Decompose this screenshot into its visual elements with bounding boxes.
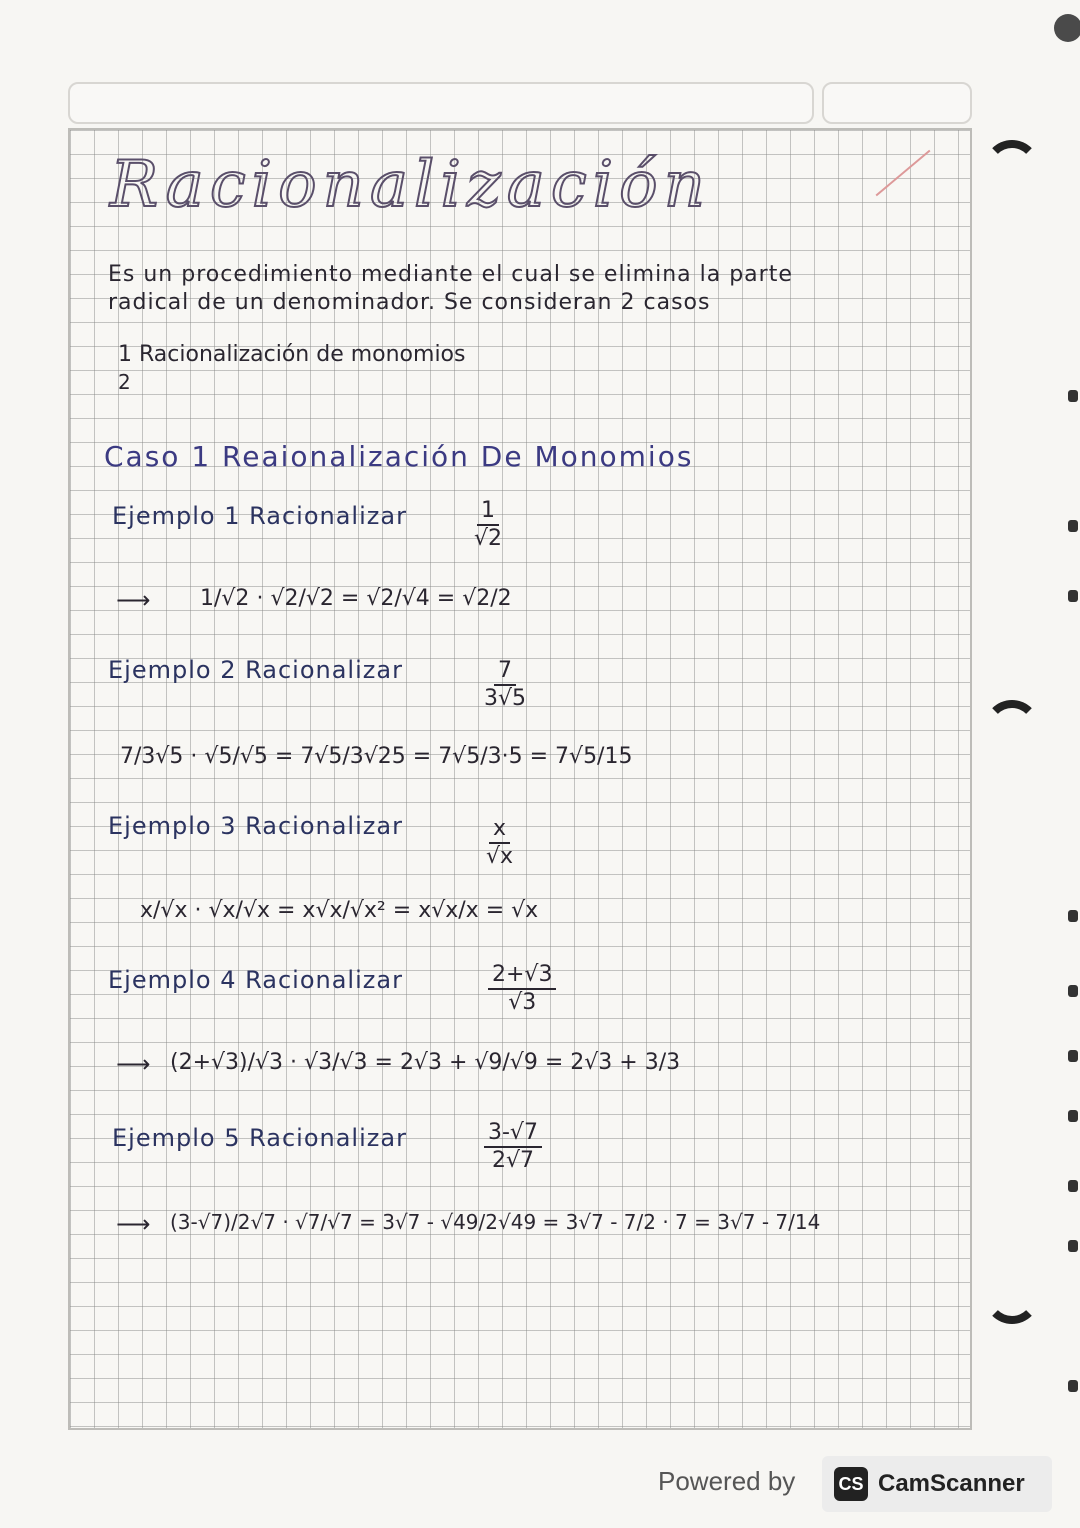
powered-by-text: Powered by — [658, 1466, 796, 1496]
example-2-steps: 7/3√5 · √5/√5 = 7√5/3√25 = 7√5/3·5 = 7√5/15 — [120, 744, 633, 769]
header-box-left — [68, 82, 814, 124]
arrow-icon: ⟶ — [116, 1050, 151, 1078]
example-1-steps: 1/√2 · √2/√2 = √2/√4 = √2/2 — [200, 586, 512, 611]
edge-mark — [1068, 590, 1078, 602]
camscanner-brand: CamScanner — [878, 1470, 1025, 1497]
edge-mark — [1068, 1380, 1078, 1392]
edge-mark — [1068, 1050, 1078, 1062]
example-4-label: Ejemplo 4 Racionalizar — [108, 966, 403, 994]
header-box-right — [822, 82, 972, 124]
example-1-expression: $\frac{1}{√2}$ — [474, 498, 503, 551]
edge-mark — [1068, 1240, 1078, 1252]
edge-mark — [1068, 1110, 1078, 1122]
example-3-expression: $\frac{x}{√x}$ — [486, 816, 514, 869]
example-2-expression: $\frac{7}{3√5}$ — [484, 658, 527, 711]
case-heading: Caso 1 Reaionalización De Monomios — [104, 440, 694, 473]
cs-badge-icon: CS — [834, 1467, 868, 1501]
intro-line-1: Es un procedimiento mediante el cual se elimina la parte — [108, 262, 793, 287]
example-3-steps: x/√x · √x/√x = x√x/√x² = x√x/x = √x — [140, 898, 539, 923]
example-3-label: Ejemplo 3 Racionalizar — [108, 812, 403, 840]
example-5-steps: (3-√7)/2√7 · √7/√7 = 3√7 - √49/2√49 = 3√7 - 7/2 · 7 = 3√7 - 7/14 — [170, 1210, 821, 1234]
intro-line-2: radical de un denominador. Se consideran 2 casos — [108, 290, 711, 315]
edge-mark — [1068, 390, 1078, 402]
camera-dot — [1054, 14, 1080, 42]
camscanner-logo — [822, 1456, 1052, 1512]
example-4-expression: $\frac{2+√3}{√3}$ — [488, 962, 556, 1016]
example-2-label: Ejemplo 2 Racionalizar — [108, 656, 403, 684]
list-item-1: 1 Racionalización de monomios — [118, 342, 466, 367]
edge-mark — [1068, 985, 1078, 997]
example-5-expression: $\frac{3-√7}{2√7}$ — [484, 1120, 542, 1174]
example-4-steps: (2+√3)/√3 · √3/√3 = 2√3 + √9/√9 = 2√3 + 3/3 — [170, 1050, 681, 1075]
binder-ring-icon — [984, 700, 1040, 756]
binder-ring-icon — [984, 1268, 1040, 1324]
edge-mark — [1068, 1180, 1078, 1192]
grid-area — [68, 128, 972, 1430]
edge-mark — [1068, 910, 1078, 922]
page-title: Racionalización — [110, 148, 711, 222]
arrow-icon: ⟶ — [116, 586, 151, 614]
arrow-icon: ⟶ — [116, 1210, 151, 1238]
list-item-2: 2 — [118, 370, 131, 394]
example-1-label: Ejemplo 1 Racionalizar — [112, 502, 407, 530]
binder-ring-icon — [984, 140, 1040, 196]
edge-mark — [1068, 520, 1078, 532]
example-5-label: Ejemplo 5 Racionalizar — [112, 1124, 407, 1152]
